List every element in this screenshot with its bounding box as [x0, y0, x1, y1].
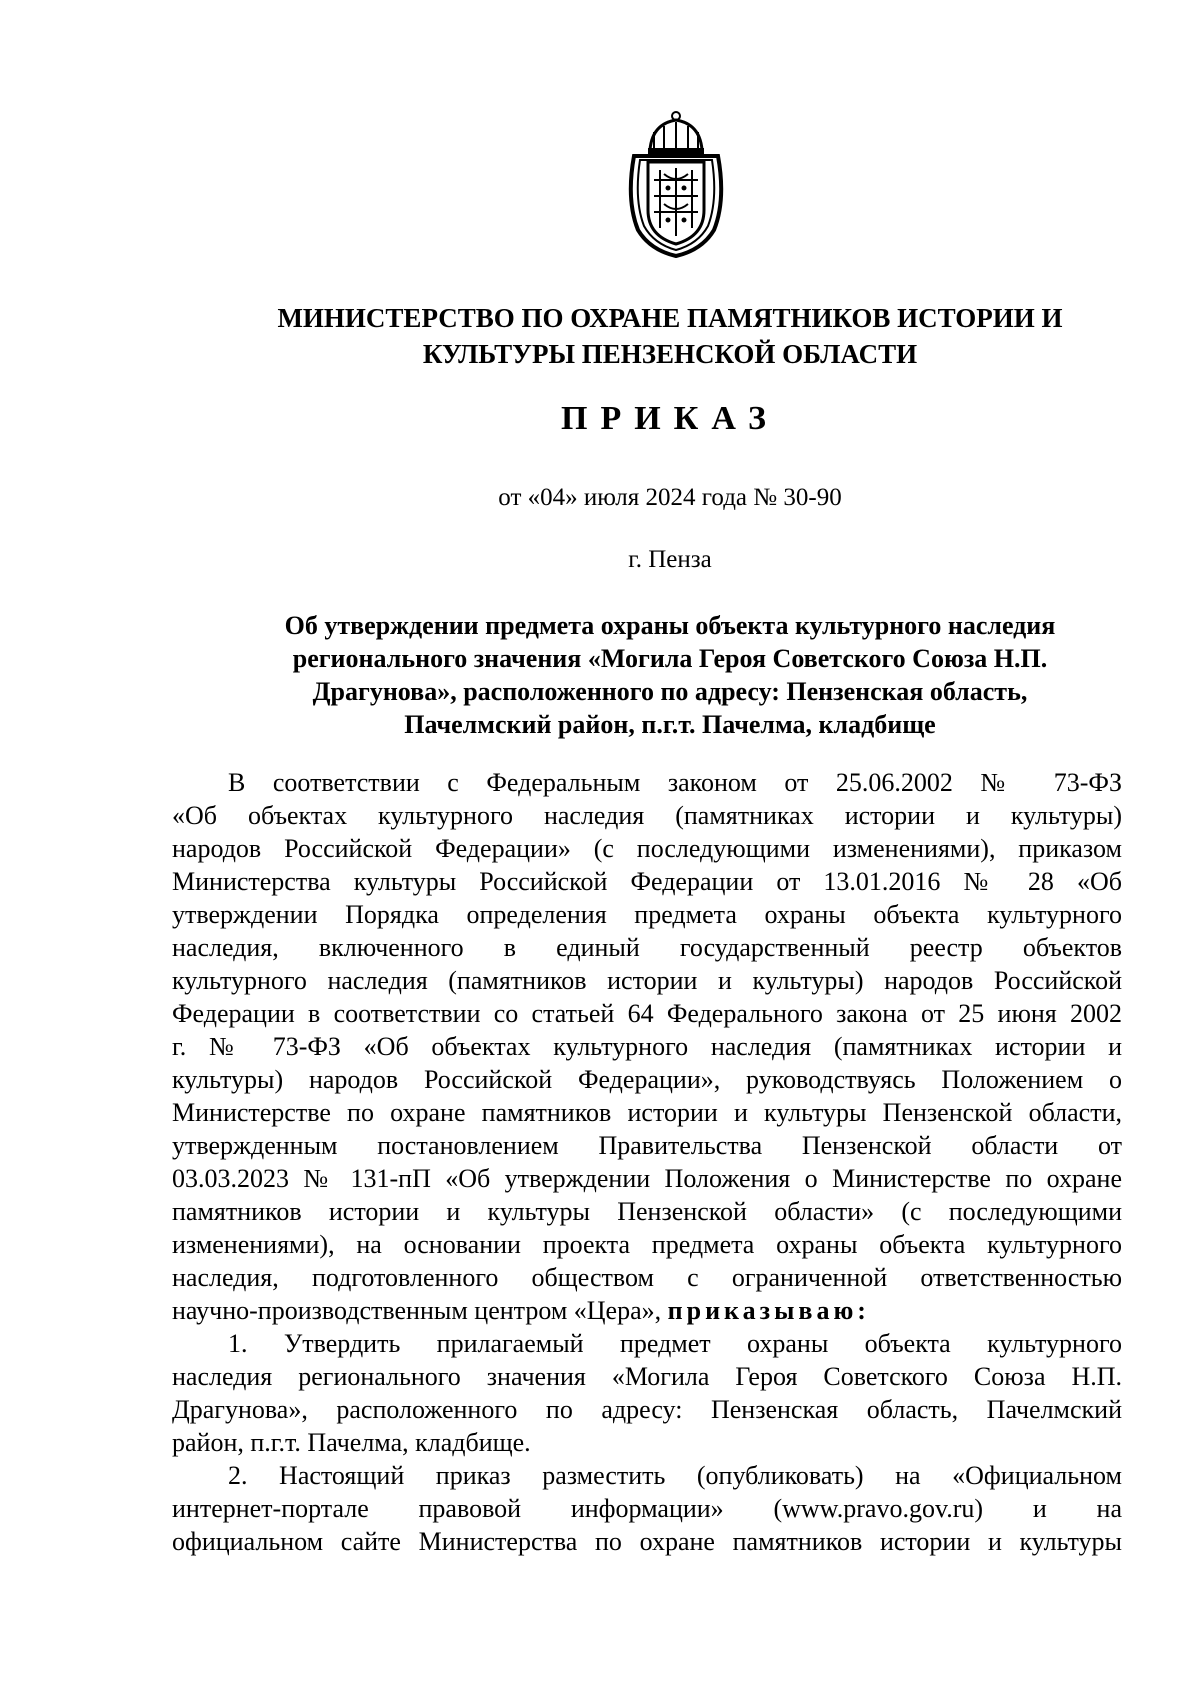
- preamble-line: Министерстве по охране памятников истории и культуры Пензенской области,: [172, 1098, 1122, 1127]
- ministry-name: [190, 300, 1150, 372]
- preamble-line-text: научно-производственным центром «Цера»,: [172, 1296, 662, 1325]
- ministry-line-2: КУЛЬТУРЫ ПЕНЗЕНСКОЙ ОБЛАСТИ: [422, 339, 918, 369]
- preamble-last-line: [172, 1294, 1122, 1327]
- order-body: [172, 766, 1122, 1558]
- item-1-line: наследия регионального значения «Могила Героя Советского Союза Н.П.: [172, 1362, 1122, 1391]
- coat-of-arms-emblem: [620, 110, 732, 260]
- preamble-line: «Об объектах культурного наследия (памятниках истории и культуры): [172, 801, 1122, 830]
- preamble-line: народов Российской Федерации» (с последующими изменениями), приказом: [172, 834, 1122, 863]
- ministry-line-1: МИНИСТЕРСТВО ПО ОХРАНЕ ПАМЯТНИКОВ ИСТОРИИ И: [277, 303, 1063, 333]
- order-subject: [190, 609, 1150, 741]
- preamble-line: г. № 73-ФЗ «Об объектах культурного наследия (памятниках истории и: [172, 1032, 1122, 1061]
- subject-line: Об утверждении предмета охраны объекта культурного наследия: [284, 611, 1056, 640]
- document-type-title: ПРИКАЗ: [561, 400, 779, 437]
- preamble-line: памятников истории и культуры Пензенской области» (с последующими: [172, 1197, 1122, 1226]
- preamble-line: В соответствии с Федеральным законом от 25.06.2002 № 73-ФЗ: [228, 768, 1122, 797]
- order-date-number: от «04» июля 2024 года № 30-90: [498, 484, 842, 511]
- preamble-line: изменениями), на основании проекта предмета охраны объекта культурного: [172, 1230, 1122, 1259]
- subject-line: Пачелмский район, п.г.т. Пачелма, кладбище: [404, 710, 936, 739]
- item-1-last-line: район, п.г.т. Пачелма, кладбище.: [172, 1428, 531, 1457]
- preamble-line: наследия, подготовленного обществом с ограниченной ответственностью: [172, 1263, 1122, 1292]
- item-2-line: 2. Настоящий приказ разместить (опубликовать) на «Официальном: [228, 1461, 1122, 1490]
- preamble-line: Министерства культуры Российской Федерации от 13.01.2016 № 28 «Об: [172, 867, 1122, 896]
- item-2-line: официальном сайте Министерства по охране памятников истории и культуры: [172, 1527, 1122, 1556]
- preamble-line: культуры) народов Российской Федерации», руководствуясь Положением о: [172, 1065, 1122, 1094]
- subject-line: Драгунова», расположенного по адресу: Пензенская область,: [312, 677, 1028, 706]
- item-2-line: интернет-портале правовой информации» (www.pravo.gov.ru) и на: [172, 1494, 1122, 1523]
- item-1-line: 1. Утвердить прилагаемый предмет охраны объекта культурного: [228, 1329, 1122, 1358]
- preamble-line: утвержденным постановлением Правительства Пензенской области от: [172, 1131, 1122, 1160]
- city-line: г. Пенза: [628, 546, 712, 573]
- item-1-line: Драгунова», расположенного по адресу: Пензенская область, Пачелмский: [172, 1395, 1122, 1424]
- preamble-line: утверждении Порядка определения предмета охраны объекта культурного: [172, 900, 1122, 929]
- preamble-line: 03.03.2023 № 131-пП «Об утверждении Положения о Министерстве по охране: [172, 1164, 1122, 1193]
- preamble-line: наследия, включенного в единый государственный реестр объектов: [172, 933, 1122, 962]
- preamble-line: Федерации в соответствии со статьей 64 Федерального закона от 25 июня 2002: [172, 999, 1122, 1028]
- order-word: приказываю:: [667, 1296, 870, 1325]
- subject-line: регионального значения «Могила Героя Советского Союза Н.П.: [292, 644, 1048, 673]
- preamble-line: культурного наследия (памятников истории и культуры) народов Российской: [172, 966, 1122, 995]
